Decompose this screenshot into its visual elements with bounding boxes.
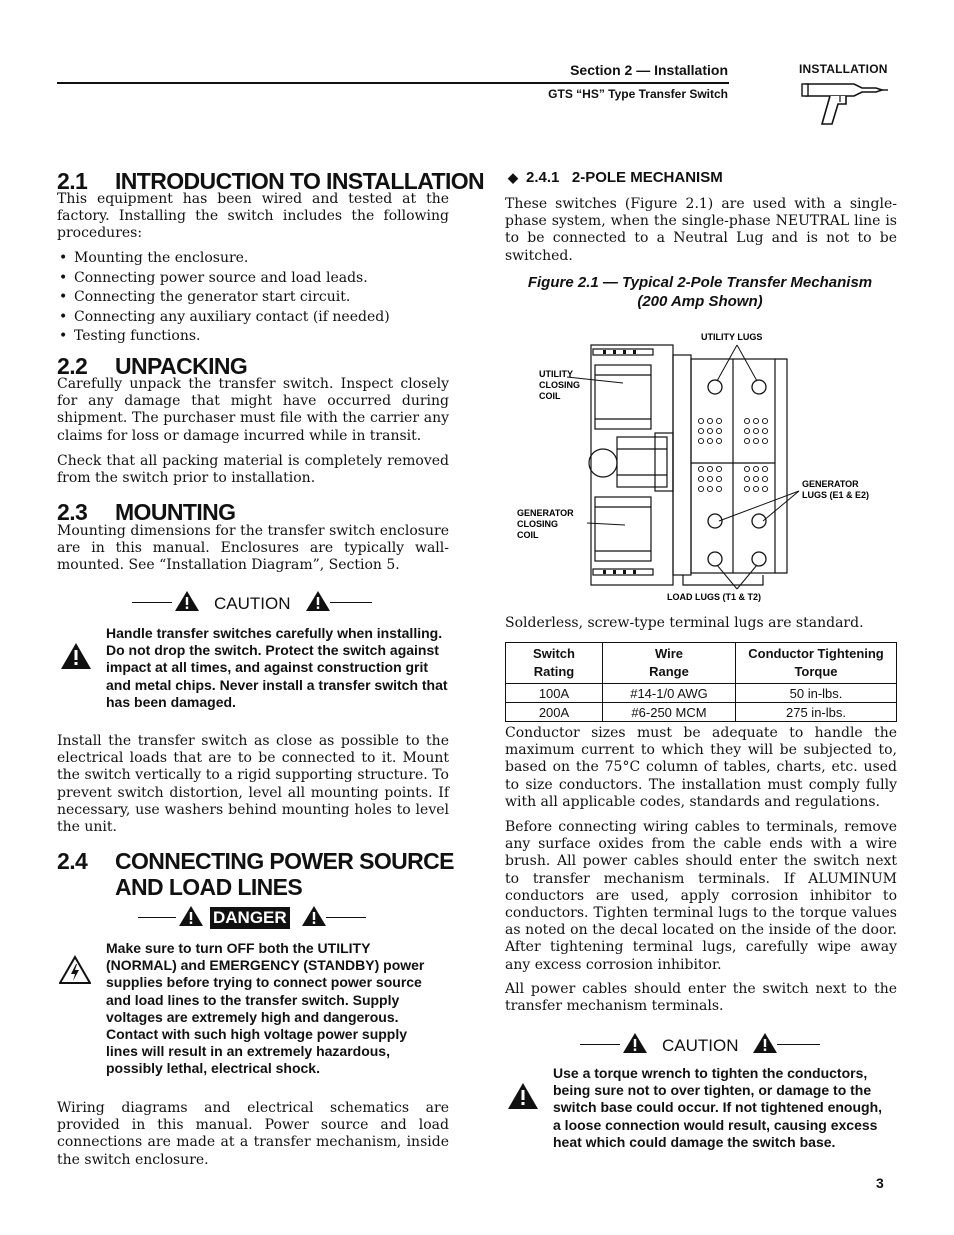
caution-text: Use a torque wrench to tighten the conductors, being sure not to over tighten, or damage to the switch base could occur. If not tightened enough, a loose connection would result, causing excess heat which could damage the switch base. <box>553 1065 883 1150</box>
table-row <box>506 684 897 703</box>
utility-coil-label: UTILITY <box>539 369 573 379</box>
warning-triangle-icon <box>305 590 331 612</box>
generator-lugs-label: GENERATOR <box>802 479 859 489</box>
s24-p1: Wiring diagrams and electrical schematics are provided in this manual. Power source and load connections are made at a transfer mechanism, inside the switch enclosure. <box>57 1100 449 1168</box>
warning-triangle-icon <box>752 1032 778 1054</box>
table-cell: #14-1/0 AWG <box>603 684 736 703</box>
caution-label: CAUTION <box>662 1036 739 1055</box>
installation-tag: INSTALLATION <box>799 62 888 76</box>
list-item: • Mounting the enclosure. <box>57 249 449 269</box>
warning-triangle-icon <box>60 642 92 670</box>
section-2-4-heading: 2.4 CONNECTING POWER SOURCE AND LOAD LINES <box>57 848 454 900</box>
section-2-2-heading: 2.2 UNPACKING <box>57 353 248 379</box>
warning-triangle-icon <box>174 590 200 612</box>
s22-p1: Carefully unpack the transfer switch. Inspect closely for any damage that might have occurred during shipment. The purchaser must file with the carrier any claims for loss or damage incurred while in transit. <box>57 376 449 444</box>
header-section: Section 2 — Installation <box>570 62 728 78</box>
warning-triangle-icon <box>507 1082 539 1110</box>
warning-triangle-icon <box>178 905 204 927</box>
generator-coil-label: CLOSING <box>517 519 559 529</box>
utility-lugs-label: UTILITY LUGS <box>701 332 763 342</box>
section-2-1-heading: 2.1 INTRODUCTION TO INSTALLATION <box>57 168 485 194</box>
lugs-note: Solderless, screw-type terminal lugs are standard. <box>505 615 864 631</box>
subsection-2-4-1-heading: ◆ 2.4.1 2-POLE MECHANISM <box>508 169 723 186</box>
table-header: Conductor Tightening Torque <box>736 643 897 684</box>
warning-triangle-icon <box>622 1032 648 1054</box>
generator-coil-label: COIL <box>517 530 539 540</box>
drill-icon <box>800 76 890 128</box>
list-item: • Connecting power source and load leads. <box>57 269 449 289</box>
table-cell: 275 in-lbs. <box>736 703 897 722</box>
s22-p2: Check that all packing material is completely removed from the switch prior to installation. <box>57 453 449 487</box>
load-lugs-label: LOAD LUGS (T1 & T2) <box>667 592 761 602</box>
s23-p1: Mounting dimensions for the transfer switch enclosure are in this manual. Enclosures are typically wall-mounted. See “Installation Diagram”, Section 5. <box>57 523 449 574</box>
s23-p2: Install the transfer switch as close as possible to the electrical loads that are to be connected to it. Mount the switch vertically to a rigid supporting structure. To prevent switch distortion, level all mounting points. If necessary, use washers behind mounting holes to level the unit. <box>57 733 449 836</box>
caution-label: CAUTION <box>214 594 291 613</box>
table-header: Switch Rating <box>506 643 603 684</box>
transfer-mechanism-figure <box>505 325 897 607</box>
table-cell: #6-250 MCM <box>603 703 736 722</box>
header-rule <box>57 82 729 84</box>
caution-bar <box>580 1032 820 1058</box>
section-2-3-heading: 2.3 MOUNTING <box>57 499 236 525</box>
electric-shock-icon <box>59 955 91 985</box>
diamond-icon: ◆ <box>508 170 518 185</box>
caution-text: Handle transfer switches carefully when installing. Do not drop the switch. Protect the switch against impact at all times, and against construction grit and metal chips. Never install a transfer switch that has been damaged. <box>106 625 448 710</box>
s241-p4: All power cables should enter the switch next to the transfer mechanism terminals. <box>505 981 897 1015</box>
utility-coil-label: CLOSING <box>539 380 581 390</box>
page-number: 3 <box>876 1175 884 1191</box>
danger-label: DANGER <box>210 907 290 929</box>
s241-p2: Conductor sizes must be adequate to handle the maximum current to which they will be subjected to, based on the 75°C column of tables, charts, etc. used to size conductors. The installation must comply fully with all applicable codes, standards and regulations. <box>505 725 897 810</box>
table-row <box>506 703 897 722</box>
utility-coil-label: COIL <box>539 391 561 401</box>
s241-p1: These switches (Figure 2.1) are used with a single-phase system, when the single-phase NEUTRAL line is to be connected to a Neutral Lug and is not to be switched. <box>505 196 897 264</box>
danger-text: Make sure to turn OFF both the UTILITY (NORMAL) and EMERGENCY (STANDBY) power supplies before trying to connect power source and load lines to the transfer switch. Supply voltages are extremely high and dangerous. Contact with such high voltage power supply lines will result in an extremely hazardous, possibly lethal, electrical shock. <box>106 940 425 1077</box>
table-cell: 100A <box>506 684 603 703</box>
table-cell: 50 in-lbs. <box>736 684 897 703</box>
header-subtitle: GTS “HS” Type Transfer Switch <box>548 87 728 101</box>
generator-coil-label: GENERATOR <box>517 508 574 518</box>
s241-p3: Before connecting wiring cables to terminals, remove any surface oxides from the cable ends with a wire brush. All power cables should enter the switch next to transfer mechanism terminals. If ALUMINUM conductors are used, apply corrosion inhibitor to conductors. Tighten terminal lugs to the torque values as noted on the decal located on the inside of the door. After tightening terminal lugs, carefully wipe away any excess corrosion inhibitor. <box>505 819 897 973</box>
generator-lugs-label: LUGS (E1 & E2) <box>802 490 870 500</box>
list-item: • Connecting the generator start circuit. <box>57 288 449 308</box>
s21-intro: This equipment has been wired and tested at the factory. Installing the switch includes the following procedures: <box>57 191 449 242</box>
caution-bar <box>132 590 372 616</box>
procedure-list <box>57 249 449 347</box>
table-header: Wire Range <box>603 643 736 684</box>
lug-spec-table <box>505 642 897 722</box>
list-item: • Testing functions. <box>57 327 449 347</box>
table-cell: 200A <box>506 703 603 722</box>
warning-triangle-icon <box>301 905 327 927</box>
list-item: • Connecting any auxiliary contact (if needed) <box>57 308 449 328</box>
danger-bar <box>138 905 368 931</box>
figure-caption: Figure 2.1 — Typical 2-Pole Transfer Mechanism (200 Amp Shown) <box>527 274 873 310</box>
